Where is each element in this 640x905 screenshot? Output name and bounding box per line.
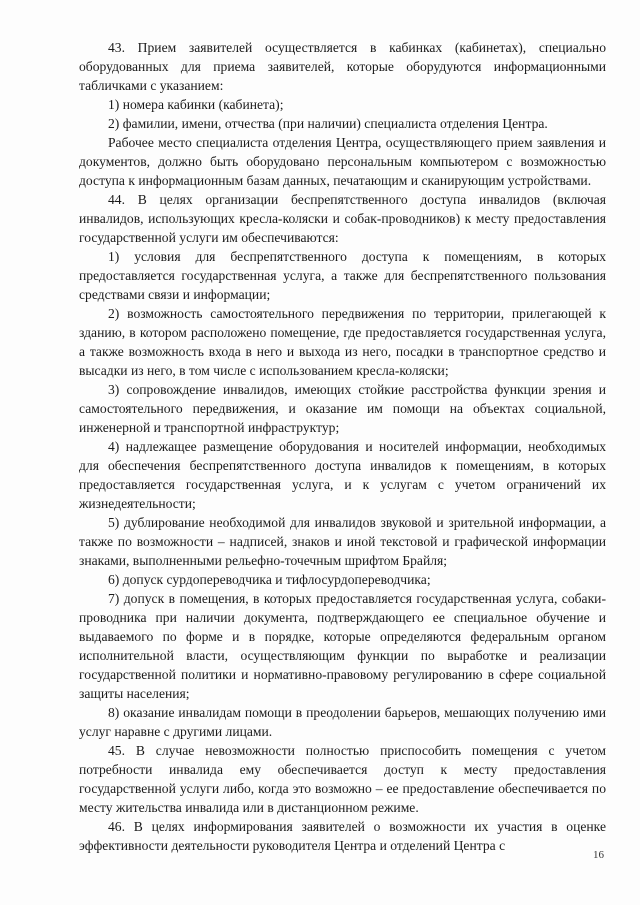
list-item: 1) номера кабинки (кабинета); [108,97,284,112]
page-number: 16 [593,849,604,861]
list-item: 8) оказание инвалидам помощи в преодолении барьеров, мешающих получению ими услуг наравне с другими лицами. [79,705,606,739]
list-item: 1) условия для беспрепятственного доступа к помещениям, в которых предоставляется государственная услуга, а также для беспрепятственного пользования средствами связи и информации; [79,249,606,302]
paragraph-46: 46. В целях информирования заявителей о возможности их участия в оценке эффективности деятельности руководителя Центра и отделений Центра с [79,819,606,853]
list-item: 5) дублирование необходимой для инвалидов звуковой и зрительной информации, а также по возможности – надписей, знаков и иной текстовой и графической информации знаками, выполненными рельефно-точечным шрифтом Брайля; [79,515,606,568]
paragraph-43: 43. Прием заявителей осуществляется в кабинках (кабинетах), специально оборудованных для приема заявителей, которые оборудуются информационными табличками с указанием: [79,40,606,93]
paragraph-workplace: Рабочее место специалиста отделения Центра, осуществляющего прием заявления и документов, должно быть оборудовано персональным компьютером с возможностью доступа к информационным базам данных, печатающим и сканирующим устройствами. [79,135,606,188]
list-item: 2) возможность самостоятельного передвижения по территории, прилегающей к зданию, в котором расположено помещение, где предоставляется государственная услуга, а также возможность входа в него и выхода из него, посадки в транспортное средство и высадки из него, в том числе с использованием кресла-коляски; [79,306,606,378]
list-item: 2) фамилии, имени, отчества (при наличии) специалиста отделения Центра. [108,116,548,131]
document-body [79,38,606,855]
paragraph-45: 45. В случае невозможности полностью приспособить помещения с учетом потребности инвалида ему обеспечивается доступ к месту предоставления государственной услуги либо, когда это возможно – ее предоставление обеспечивается по месту жительства инвалида или в дистанционном режиме. [79,743,606,815]
list-item: 3) сопровождение инвалидов, имеющих стойкие расстройства функции зрения и самостоятельного передвижения, и оказание им помощи на объектах социальной, инженерной и транспортной инфраструктур; [79,382,606,435]
list-item: 4) надлежащее размещение оборудования и носителей информации, необходимых для обеспечения беспрепятственного доступа инвалидов к помещениям, в которых предоставляется государственная услуга, и к услугам с учетом ограничений их жизнедеятельности; [79,439,606,511]
paragraph-44: 44. В целях организации беспрепятственного доступа инвалидов (включая инвалидов, использующих кресла-коляски и собак-проводников) к месту предоставления государственной услуги им обеспечиваются: [79,192,606,245]
list-item: 6) допуск сурдопереводчика и тифлосурдопереводчика; [108,572,431,587]
list-item: 7) допуск в помещения, в которых предоставляется государственная услуга, собаки-проводника при наличии документа, подтверждающего ее специальное обучение и выдаваемого по форме и в порядке, которые определяются федеральным органом исполнительной власти, осуществляющим функции по выработке и реализации государственной политики и нормативно-правовому регулированию в сфере социальной защиты населения; [79,591,606,701]
